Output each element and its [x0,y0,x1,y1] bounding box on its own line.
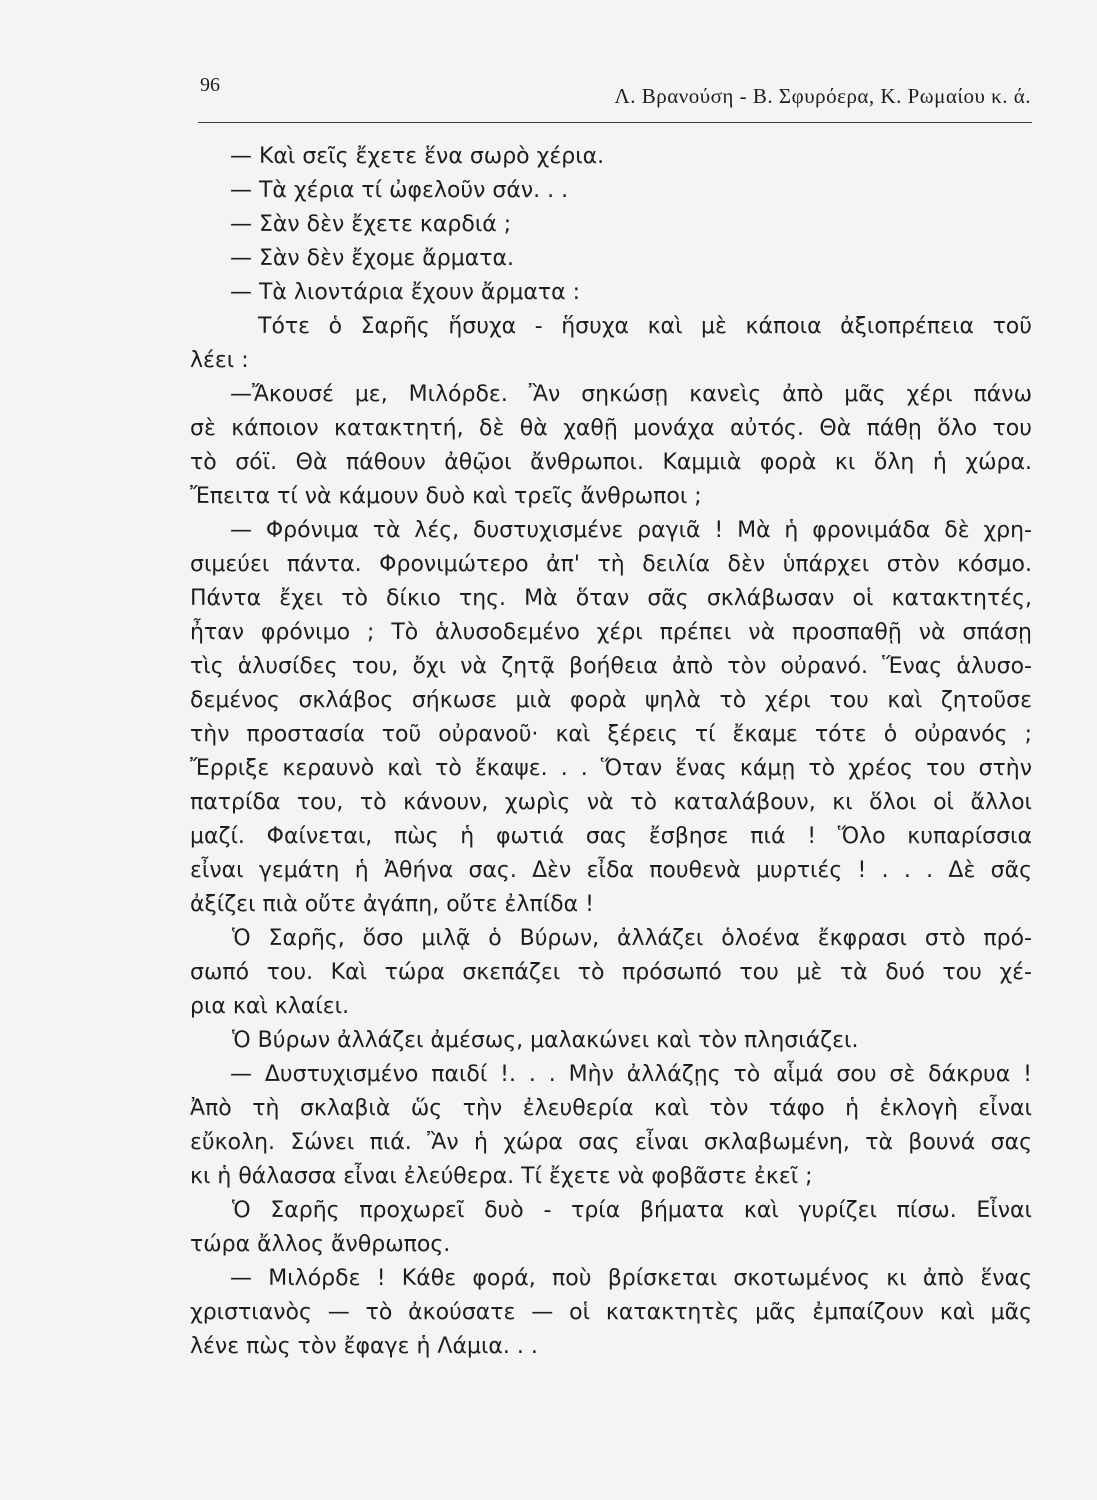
text-line: τὸ σόϊ. Θὰ πάθουν ἀθῷοι ἄνθρωποι. Καμμιὰ φορὰ κι ὅλη ἡ χώρα. [190,450,1032,475]
text-line: σωπό του. Καὶ τώρα σκεπάζει τὸ πρόσωπό του μὲ τὰ δυό του χέ- [190,960,1032,985]
text-line: — Μιλόρδε ! Κάθε φορά, ποὺ βρίσκεται σκοτωμένος κι ἀπὸ ἕνας [230,1266,1032,1291]
text-line: πατρίδα του, τὸ κάνουν, χωρὶς νὰ τὸ καταλάβουν, κι ὅλοι οἱ ἄλλοι [190,790,1032,815]
text-line: — Φρόνιμα τὰ λές, δυστυχισμένε ραγιᾶ ! Μὰ ἡ φρονιμάδα δὲ χρη- [230,518,1032,543]
text-line: — Τὰ χέρια τί ὠφελοῦν σάν. . . [230,178,569,203]
text-line: Ὁ Σαρῆς, ὅσο μιλᾷ ὁ Βύρων, ἀλλάζει ὁλοένα ἔκφρασι στὸ πρό- [232,926,1032,951]
text-line: Ἔρριξε κεραυνὸ καὶ τὸ ἔκαψε. . . Ὅταν ἕνας κάμῃ τὸ χρέος του στὴν [190,756,1032,781]
text-line: μαζί. Φαίνεται, πὼς ἡ φωτιά σας ἔσβησε πιά ! Ὅλο κυπαρίσσια [190,824,1032,849]
text-line: — Τὰ λιοντάρια ἔχουν ἄρματα : [230,280,580,305]
text-line: χριστιανὸς — τὸ ἀκούσατε — οἱ κατακτητὲς μᾶς ἐμπαίζουν καὶ μᾶς [190,1300,1032,1325]
text-line: εὔκολη. Σώνει πιά. Ἂν ἡ χώρα σας εἶναι σκλαβωμένη, τὰ βουνά σας [190,1130,1032,1155]
text-line: ρια καὶ κλαίει. [190,994,350,1019]
text-line: Ὁ Βύρων ἀλλάζει ἀμέσως, μαλακώνει καὶ τὸν πλησιάζει. [232,1028,859,1053]
body-text [190,140,1032,1364]
text-line: τὶς ἁλυσίδες του, ὄχι νὰ ζητᾷ βοήθεια ἀπὸ τὸν οὐρανό. Ἕνας ἁλυσο- [190,654,1032,679]
text-line: Ἔπειτα τί νὰ κάμουν δυὸ καὶ τρεῖς ἄνθρωποι ; [190,484,702,509]
text-line: κι ἡ θάλασσα εἶναι ἐλεύθερα. Τί ἔχετε νὰ φοβᾶστε ἐκεῖ ; [190,1164,813,1189]
text-line: — Σὰν δὲν ἔχομε ἄρματα. [230,246,514,271]
text-line: ἦταν φρόνιμο ; Τὸ ἁλυσοδεμένο χέρι πρέπει νὰ προσπαθῇ νὰ σπάσῃ [190,620,1032,645]
text-line: — Δυστυχισμένο παιδί !. . . Μὴν ἀλλάζῃς τὸ αἷμά σου σὲ δάκρυα ! [230,1062,1032,1087]
text-line: δεμένος σκλάβος σήκωσε μιὰ φορὰ ψηλὰ τὸ χέρι του καὶ ζητοῦσε [190,688,1032,713]
text-line: τὴν προστασία τοῦ οὐρανοῦ· καὶ ξέρεις τί ἔκαμε τότε ὁ οὐρανός ; [190,722,1032,747]
text-line: —Ἄκουσέ με, Μιλόρδε. Ἂν σηκώσῃ κανεὶς ἀπὸ μᾶς χέρι πάνω [230,382,1032,407]
text-line: εἶναι γεμάτη ἡ Ἀθήνα σας. Δὲν εἶδα πουθενὰ μυρτιές ! . . . Δὲ σᾶς [190,858,1032,883]
text-line: Ὁ Σαρῆς προχωρεῖ δυὸ - τρία βήματα καὶ γυρίζει πίσω. Εἶναι [232,1198,1032,1223]
text-line: — Καὶ σεῖς ἔχετε ἕνα σωρὸ χέρια. [230,144,605,169]
text-line: λένε πὼς τὸν ἔφαγε ἡ Λάμια. . . [190,1334,538,1359]
text-line: Τότε ὁ Σαρῆς ἥσυχα - ἥσυχα καὶ μὲ κάποια ἀξιοπρέπεια τοῦ [258,314,1032,339]
text-line: τώρα ἄλλος ἄνθρωπος. [190,1232,451,1257]
text-line: σὲ κάποιον κατακτητή, δὲ θὰ χαθῇ μονάχα αὐτός. Θὰ πάθῃ ὅλο του [190,416,1032,441]
text-line: Πάντα ἔχει τὸ δίκιο της. Μὰ ὅταν σᾶς σκλάβωσαν οἱ κατακτητές, [190,586,1032,611]
text-line: ἀξίζει πιὰ οὔτε ἀγάπη, οὔτε ἐλπίδα ! [190,892,594,917]
text-line: σιμεύει πάντα. Φρονιμώτερο ἀπ' τὴ δειλία δὲν ὑπάρχει στὸν κόσμο. [190,552,1032,577]
header-rule [198,122,1032,123]
text-line: λέει : [190,348,249,373]
text-line: — Σὰν δὲν ἔχετε καρδιά ; [230,212,512,237]
text-line: Ἀπὸ τὴ σκλαβιὰ ὥς τὴν ἐλευθερία καὶ τὸν τάφο ἡ ἐκλογὴ εἶναι [190,1096,1032,1121]
page-number: 96 [200,74,220,96]
running-head: Λ. Βρανούση - Β. Σφυρόερα, Κ. Ρωμαίου κ. ά. [614,84,1031,108]
